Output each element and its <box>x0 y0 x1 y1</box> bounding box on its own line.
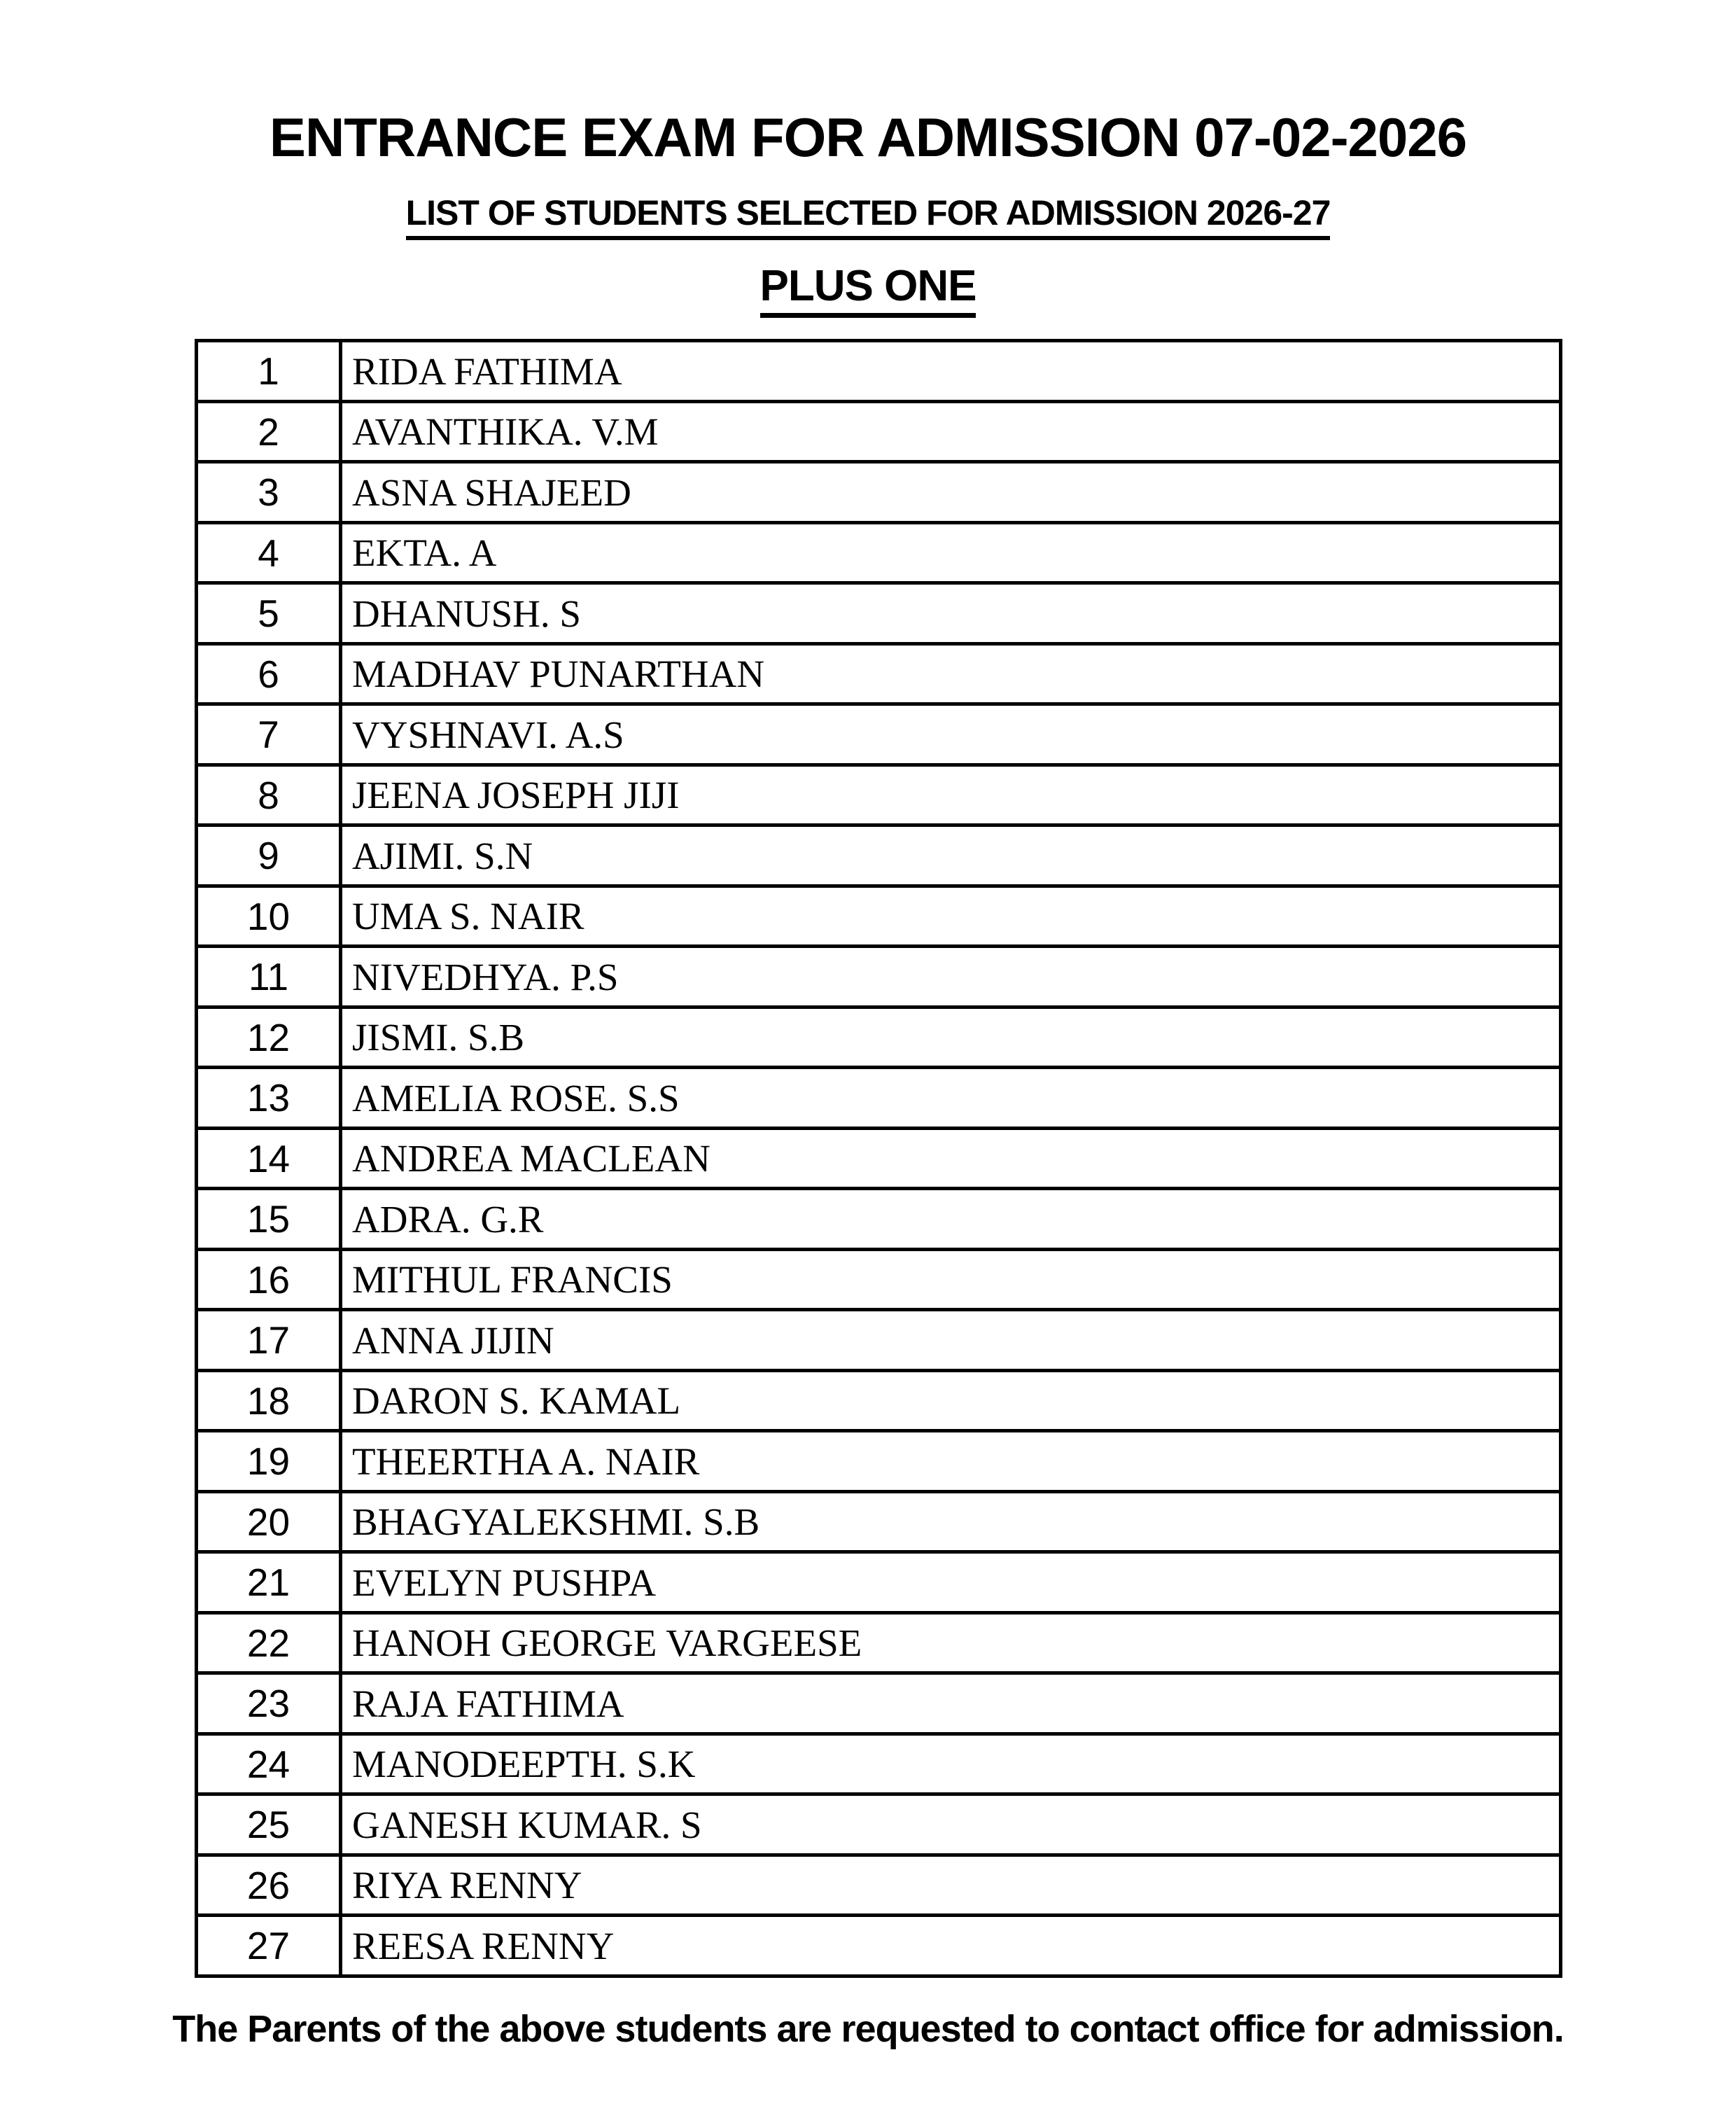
section-row <box>0 261 1736 318</box>
student-name: ANNA JIJIN <box>341 1310 1561 1371</box>
student-name: GANESH KUMAR. S <box>341 1794 1561 1855</box>
row-serial-number: 19 <box>197 1431 341 1492</box>
subtitle-row <box>0 193 1736 241</box>
page-subtitle: LIST OF STUDENTS SELECTED FOR ADMISSION 2026-27 <box>406 193 1331 241</box>
page-title: ENTRANCE EXAM FOR ADMISSION 07-02-2026 <box>269 106 1467 168</box>
student-name: THEERTHA A. NAIR <box>341 1431 1561 1492</box>
table-row <box>197 1189 1561 1250</box>
row-serial-number: 2 <box>197 401 341 462</box>
row-serial-number: 25 <box>197 1794 341 1855</box>
table-row <box>197 1370 1561 1431</box>
student-name: DARON S. KAMAL <box>341 1370 1561 1431</box>
table-row <box>197 1310 1561 1371</box>
row-serial-number: 11 <box>197 947 341 1007</box>
student-name: REESA RENNY <box>341 1916 1561 1976</box>
table-row <box>197 583 1561 644</box>
table-row <box>197 1128 1561 1189</box>
row-serial-number: 17 <box>197 1310 341 1371</box>
student-name: UMA S. NAIR <box>341 886 1561 947</box>
table-row <box>197 1007 1561 1068</box>
row-serial-number: 20 <box>197 1491 341 1552</box>
student-name: ADRA. G.R <box>341 1189 1561 1250</box>
table-row <box>197 886 1561 947</box>
student-name: JISMI. S.B <box>341 1007 1561 1068</box>
student-name: AVANTHIKA. V.M <box>341 401 1561 462</box>
row-serial-number: 8 <box>197 765 341 825</box>
table-row <box>197 825 1561 886</box>
table-row <box>197 1612 1561 1673</box>
row-serial-number: 12 <box>197 1007 341 1068</box>
table-row <box>197 1734 1561 1794</box>
table-row <box>197 643 1561 704</box>
table-row <box>197 765 1561 825</box>
row-serial-number: 3 <box>197 462 341 523</box>
row-serial-number: 26 <box>197 1855 341 1916</box>
student-name: MITHUL FRANCIS <box>341 1249 1561 1310</box>
student-name: EVELYN PUSHPA <box>341 1552 1561 1613</box>
table-row <box>197 401 1561 462</box>
student-name: NIVEDHYA. P.S <box>341 947 1561 1007</box>
row-serial-number: 18 <box>197 1370 341 1431</box>
student-name: MADHAV PUNARTHAN <box>341 643 1561 704</box>
student-name: BHAGYALEKSHMI. S.B <box>341 1491 1561 1552</box>
row-serial-number: 24 <box>197 1734 341 1794</box>
table-row <box>197 1916 1561 1976</box>
row-serial-number: 23 <box>197 1673 341 1734</box>
student-table <box>195 339 1562 1978</box>
row-serial-number: 1 <box>197 341 341 402</box>
table-row <box>197 462 1561 523</box>
row-serial-number: 9 <box>197 825 341 886</box>
student-name: JEENA JOSEPH JIJI <box>341 765 1561 825</box>
row-serial-number: 10 <box>197 886 341 947</box>
student-name: RAJA FATHIMA <box>341 1673 1561 1734</box>
row-serial-number: 5 <box>197 583 341 644</box>
table-row <box>197 1794 1561 1855</box>
row-serial-number: 22 <box>197 1612 341 1673</box>
table-row <box>197 1673 1561 1734</box>
student-table-body <box>197 341 1561 1976</box>
student-name: AJIMI. S.N <box>341 825 1561 886</box>
footer-note: The Parents of the above students are requested to contact office for admission. <box>172 2007 1564 2050</box>
row-serial-number: 14 <box>197 1128 341 1189</box>
row-serial-number: 7 <box>197 704 341 765</box>
table-row <box>197 704 1561 765</box>
student-name: MANODEEPTH. S.K <box>341 1734 1561 1794</box>
student-name: ASNA SHAJEED <box>341 462 1561 523</box>
student-name: RIDA FATHIMA <box>341 341 1561 402</box>
row-serial-number: 6 <box>197 643 341 704</box>
table-row <box>197 1855 1561 1916</box>
table-row <box>197 1068 1561 1129</box>
student-name: ANDREA MACLEAN <box>341 1128 1561 1189</box>
table-row <box>197 1431 1561 1492</box>
section-heading: PLUS ONE <box>760 261 976 318</box>
row-serial-number: 13 <box>197 1068 341 1129</box>
row-serial-number: 4 <box>197 522 341 583</box>
student-name: HANOH GEORGE VARGEESE <box>341 1612 1561 1673</box>
table-row <box>197 1491 1561 1552</box>
row-serial-number: 21 <box>197 1552 341 1613</box>
student-name: RIYA RENNY <box>341 1855 1561 1916</box>
table-row <box>197 341 1561 402</box>
row-serial-number: 27 <box>197 1916 341 1976</box>
student-name: AMELIA ROSE. S.S <box>341 1068 1561 1129</box>
table-row <box>197 522 1561 583</box>
row-serial-number: 16 <box>197 1249 341 1310</box>
table-row <box>197 1552 1561 1613</box>
student-name: EKTA. A <box>341 522 1561 583</box>
row-serial-number: 15 <box>197 1189 341 1250</box>
student-name: VYSHNAVI. A.S <box>341 704 1561 765</box>
table-row <box>197 947 1561 1007</box>
table-row <box>197 1249 1561 1310</box>
student-name: DHANUSH. S <box>341 583 1561 644</box>
